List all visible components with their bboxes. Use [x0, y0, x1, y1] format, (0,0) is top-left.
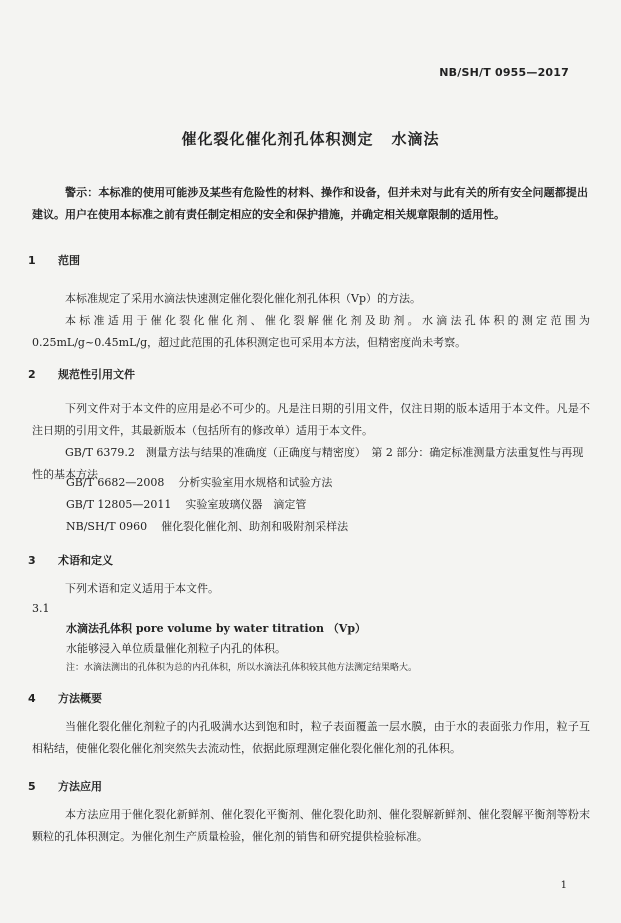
section-title: 范围 — [58, 254, 80, 267]
method-application-paragraph: 本方法应用于催化裂化新鲜剂、催化裂化平衡剂、催化裂化助剂、催化裂解新鲜剂、催化裂解平衡剂等粉末颗粒的孔体积测定。为催化剂生产质量检验，催化剂的销售和研究提供检验标准。 — [32, 808, 590, 843]
term-note: 注：水滴法测出的孔体积为总的内孔体积，所以水滴法孔体积较其他方法测定结果略大。 — [66, 663, 418, 673]
standard-code: NB/SH/T 0955—2017 — [439, 66, 569, 79]
reference-item-3 — [66, 496, 306, 512]
title-sub: 水滴法 — [391, 130, 440, 148]
reference-code: GB/T 6682—2008 — [66, 476, 165, 489]
page-number: 1 — [560, 880, 567, 891]
term-chinese: 水滴法孔体积 — [66, 622, 132, 635]
reference-title: 实验室玻璃仪器 滴定管 — [185, 498, 307, 511]
references-intro: 下列文件对于本文件的应用是必不可少的。凡是注日期的引用文件，仅注日期的版本适用于本文件。凡是不注日期的引用文件，其最新版本（包括所有的修改单）适用于本文件。 — [32, 402, 590, 437]
reference-code: NB/SH/T 0960 — [66, 520, 148, 533]
section-number: 1 — [28, 254, 36, 267]
reference-title: 分析实验室用水规格和试验方法 — [178, 476, 333, 489]
reference-title: 催化裂化催化剂、助剂和吸附剂采样法 — [161, 520, 349, 533]
reference-item-4 — [66, 518, 348, 534]
section-heading-5 — [28, 778, 102, 794]
section-title: 方法应用 — [58, 780, 102, 793]
document-title — [0, 128, 621, 149]
scope-paragraph-2: 本标准适用于催化裂化催化剂、催化裂解催化剂及助剂。水滴法孔体积的测定范围为 0.25mL/g~0.45mL/g，超过此范围的孔体积测定也可采用本方法，但精密度尚未考察。 — [32, 314, 590, 349]
term-entry — [66, 620, 366, 636]
section-heading-3 — [28, 552, 113, 568]
section-number: 5 — [28, 780, 36, 793]
section-title: 术语和定义 — [58, 554, 113, 567]
reference-item-1: GB/T 6379.2 测量方法与结果的准确度（正确度与精密度） 第 2 部分：确定标准测量方法重复性与再现性的基本方法 — [32, 446, 584, 481]
terms-intro: 下列术语和定义适用于本文件。 — [65, 582, 219, 595]
warning-paragraph: 警示：本标准的使用可能涉及某些有危险性的材料、操作和设备，但并未对与此有关的所有安全问题都提出建议。用户在使用本标准之前有责任制定相应的安全和保护措施，并确定相关规章限制的适用性。 — [32, 186, 588, 221]
section-number: 2 — [28, 368, 36, 381]
scope-paragraph-1: 本标准规定了采用水滴法快速测定催化裂化催化剂孔体积（Vp）的方法。 — [65, 292, 421, 305]
method-summary-paragraph: 当催化裂化催化剂粒子的内孔吸满水达到饱和时，粒子表面覆盖一层水膜，由于水的表面张力作用，粒子互相粘结，使催化裂化催化剂突然失去流动性，依据此原理测定催化裂化催化剂的孔体积。 — [32, 720, 590, 755]
section-title: 方法概要 — [58, 692, 102, 705]
section-number: 4 — [28, 692, 36, 705]
term-symbol: （Vp） — [327, 622, 367, 635]
reference-item-2 — [66, 474, 332, 490]
term-number: 3.1 — [32, 602, 50, 615]
section-heading-2 — [28, 366, 135, 382]
term-english: pore volume by water titration — [135, 622, 324, 635]
section-heading-4 — [28, 690, 102, 706]
term-definition: 水能够浸入单位质量催化剂粒子内孔的体积。 — [66, 642, 286, 655]
section-number: 3 — [28, 554, 36, 567]
section-heading-1 — [28, 252, 80, 268]
title-main: 催化裂化催化剂孔体积测定 — [181, 130, 374, 148]
section-title: 规范性引用文件 — [58, 368, 135, 381]
reference-code: GB/T 12805—2011 — [66, 498, 172, 511]
